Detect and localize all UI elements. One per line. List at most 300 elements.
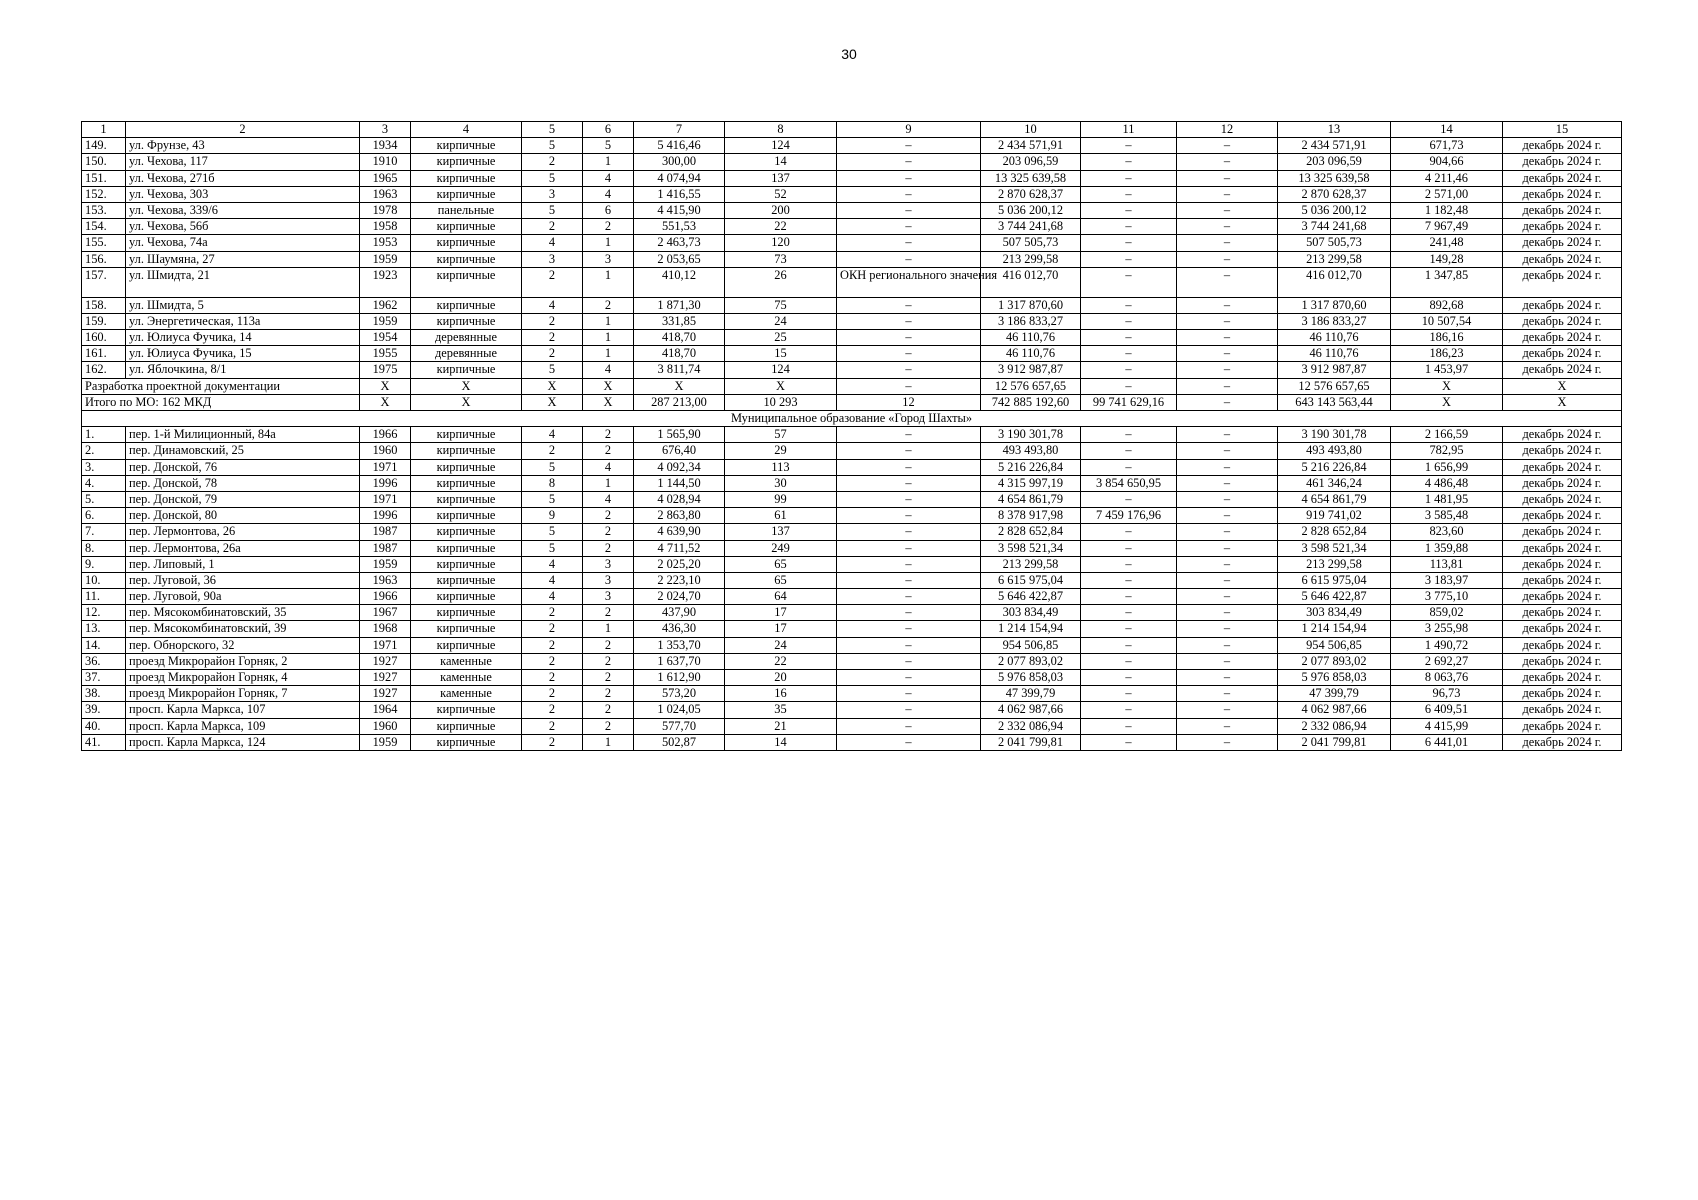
total-cost: 5 036 200,12: [981, 202, 1081, 218]
area: 577,70: [634, 718, 725, 734]
cost-col-13: 47 399,79: [1278, 686, 1391, 702]
row-index: 158.: [82, 297, 126, 313]
column-number-row: [82, 122, 1622, 138]
summary-cell: X: [1503, 378, 1622, 394]
unit-cost: 4 486,48: [1391, 475, 1503, 491]
cost-col-11: –: [1081, 589, 1177, 605]
row-index: 7.: [82, 524, 126, 540]
residents: 24: [725, 637, 837, 653]
column-number: 4: [411, 122, 522, 138]
wall-material: кирпичные: [411, 718, 522, 734]
column-number: 6: [583, 122, 634, 138]
total-cell: 99 741 629,16: [1081, 394, 1177, 410]
deadline: декабрь 2024 г.: [1503, 138, 1622, 154]
build-year: 1975: [360, 362, 411, 378]
cost-col-11: –: [1081, 686, 1177, 702]
wall-material: кирпичные: [411, 637, 522, 653]
cost-col-12: –: [1177, 524, 1278, 540]
area: 418,70: [634, 330, 725, 346]
cost-col-13: 2 077 893,02: [1278, 653, 1391, 669]
cost-col-12: –: [1177, 670, 1278, 686]
area: 4 639,90: [634, 524, 725, 540]
table-row: [82, 170, 1622, 186]
wall-material: кирпичные: [411, 524, 522, 540]
wall-material: кирпичные: [411, 427, 522, 443]
build-year: 1959: [360, 734, 411, 750]
address: пер. Лермонтова, 26: [126, 524, 360, 540]
total-cost: 493 493,80: [981, 443, 1081, 459]
address: ул. Чехова, 56б: [126, 219, 360, 235]
table-row: [82, 362, 1622, 378]
address: ул. Чехова, 74а: [126, 235, 360, 251]
heritage-status: –: [837, 297, 981, 313]
table-row: [82, 313, 1622, 329]
residents: 25: [725, 330, 837, 346]
summary-cell: 12 576 657,65: [1278, 378, 1391, 394]
wall-material: кирпичные: [411, 235, 522, 251]
build-year: 1959: [360, 251, 411, 267]
cost-col-13: 493 493,80: [1278, 443, 1391, 459]
table-row: [82, 637, 1622, 653]
address: ул. Энергетическая, 113а: [126, 313, 360, 329]
cost-col-12: –: [1177, 235, 1278, 251]
cost-col-13: 5 036 200,12: [1278, 202, 1391, 218]
floors: 2: [522, 653, 583, 669]
column-number: 10: [981, 122, 1081, 138]
cost-col-12: –: [1177, 605, 1278, 621]
area: 2 025,20: [634, 556, 725, 572]
deadline: декабрь 2024 г.: [1503, 170, 1622, 186]
floors: 2: [522, 330, 583, 346]
cost-col-12: –: [1177, 459, 1278, 475]
summary-cell: X: [1391, 378, 1503, 394]
heritage-status: –: [837, 346, 981, 362]
floors: 5: [522, 170, 583, 186]
heritage-status: –: [837, 702, 981, 718]
cost-col-13: 2 332 086,94: [1278, 718, 1391, 734]
address: пер. 1-й Милиционный, 84а: [126, 427, 360, 443]
cost-col-12: –: [1177, 637, 1278, 653]
deadline: декабрь 2024 г.: [1503, 702, 1622, 718]
address: ул. Фрунзе, 43: [126, 138, 360, 154]
cost-col-12: –: [1177, 170, 1278, 186]
unit-cost: 96,73: [1391, 686, 1503, 702]
residents: 26: [725, 267, 837, 297]
summary-cell: X: [522, 378, 583, 394]
entrances: 2: [583, 508, 634, 524]
floors: 2: [522, 734, 583, 750]
deadline: декабрь 2024 г.: [1503, 491, 1622, 507]
column-number: 12: [1177, 122, 1278, 138]
unit-cost: 671,73: [1391, 138, 1503, 154]
cost-col-11: –: [1081, 540, 1177, 556]
total-cost: 5 976 858,03: [981, 670, 1081, 686]
column-number: 14: [1391, 122, 1503, 138]
build-year: 1958: [360, 219, 411, 235]
table-row: [82, 572, 1622, 588]
total-cost: 2 077 893,02: [981, 653, 1081, 669]
unit-cost: 859,02: [1391, 605, 1503, 621]
cost-col-11: –: [1081, 572, 1177, 588]
cost-col-11: –: [1081, 235, 1177, 251]
unit-cost: 1 453,97: [1391, 362, 1503, 378]
wall-material: кирпичные: [411, 362, 522, 378]
summary-cell: X: [583, 378, 634, 394]
floors: 4: [522, 589, 583, 605]
cost-col-11: –: [1081, 313, 1177, 329]
build-year: 1964: [360, 702, 411, 718]
table-row: [82, 251, 1622, 267]
unit-cost: 4 415,99: [1391, 718, 1503, 734]
floors: 4: [522, 235, 583, 251]
build-year: 1960: [360, 718, 411, 734]
cost-col-12: –: [1177, 556, 1278, 572]
unit-cost: 2 166,59: [1391, 427, 1503, 443]
unit-cost: 3 775,10: [1391, 589, 1503, 605]
cost-col-12: –: [1177, 138, 1278, 154]
total-cost: 507 505,73: [981, 235, 1081, 251]
total-cost: 2 870 628,37: [981, 186, 1081, 202]
cost-col-12: –: [1177, 346, 1278, 362]
cost-col-11: –: [1081, 154, 1177, 170]
address: ул. Чехова, 303: [126, 186, 360, 202]
address: пер. Обнорского, 32: [126, 637, 360, 653]
residents: 22: [725, 219, 837, 235]
residents: 35: [725, 702, 837, 718]
residents: 124: [725, 138, 837, 154]
entrances: 1: [583, 621, 634, 637]
area: 410,12: [634, 267, 725, 297]
deadline: декабрь 2024 г.: [1503, 313, 1622, 329]
area: 437,90: [634, 605, 725, 621]
total-cell: X: [360, 394, 411, 410]
wall-material: кирпичные: [411, 589, 522, 605]
cost-col-13: 213 299,58: [1278, 556, 1391, 572]
unit-cost: 241,48: [1391, 235, 1503, 251]
row-index: 13.: [82, 621, 126, 637]
heritage-status: –: [837, 508, 981, 524]
cost-col-11: –: [1081, 202, 1177, 218]
cost-col-13: 1 317 870,60: [1278, 297, 1391, 313]
heritage-status: –: [837, 718, 981, 734]
unit-cost: 6 409,51: [1391, 702, 1503, 718]
address: ул. Яблочкина, 8/1: [126, 362, 360, 378]
heritage-status: –: [837, 202, 981, 218]
summary-cell: X: [634, 378, 725, 394]
row-index: 161.: [82, 346, 126, 362]
unit-cost: 3 183,97: [1391, 572, 1503, 588]
address: ул. Чехова, 117: [126, 154, 360, 170]
heritage-status: ОКН регионального значения: [837, 267, 981, 297]
total-cost: 13 325 639,58: [981, 170, 1081, 186]
heritage-status: –: [837, 653, 981, 669]
address: пер. Мясокомбинатовский, 39: [126, 621, 360, 637]
address: пер. Луговой, 90а: [126, 589, 360, 605]
row-index: 154.: [82, 219, 126, 235]
build-year: 1966: [360, 427, 411, 443]
cost-col-13: 919 741,02: [1278, 508, 1391, 524]
wall-material: панельные: [411, 202, 522, 218]
cost-col-11: –: [1081, 219, 1177, 235]
row-index: 155.: [82, 235, 126, 251]
area: 1 353,70: [634, 637, 725, 653]
heritage-status: –: [837, 186, 981, 202]
address: ул. Шмидта, 5: [126, 297, 360, 313]
address: ул. Юлиуса Фучика, 14: [126, 330, 360, 346]
row-index: 11.: [82, 589, 126, 605]
deadline: декабрь 2024 г.: [1503, 734, 1622, 750]
cost-col-13: 3 912 987,87: [1278, 362, 1391, 378]
summary-cell: –: [837, 378, 981, 394]
cost-col-13: 3 598 521,34: [1278, 540, 1391, 556]
total-label: Итого по МО: 162 МКД: [82, 394, 360, 410]
deadline: декабрь 2024 г.: [1503, 637, 1622, 653]
row-index: 8.: [82, 540, 126, 556]
residents: 52: [725, 186, 837, 202]
entrances: 2: [583, 540, 634, 556]
total-cost: 4 315 997,19: [981, 475, 1081, 491]
total-cost: 303 834,49: [981, 605, 1081, 621]
total-cost: 3 190 301,78: [981, 427, 1081, 443]
total-cost: 2 332 086,94: [981, 718, 1081, 734]
cost-col-13: 2 041 799,81: [1278, 734, 1391, 750]
floors: 4: [522, 297, 583, 313]
deadline: декабрь 2024 г.: [1503, 219, 1622, 235]
entrances: 2: [583, 605, 634, 621]
address: пер. Липовый, 1: [126, 556, 360, 572]
summary-cell: –: [1177, 378, 1278, 394]
table-row: [82, 475, 1622, 491]
heritage-status: –: [837, 540, 981, 556]
row-index: 9.: [82, 556, 126, 572]
cost-col-11: –: [1081, 718, 1177, 734]
heritage-status: –: [837, 170, 981, 186]
table-row: [82, 138, 1622, 154]
residents: 21: [725, 718, 837, 734]
cost-col-11: –: [1081, 556, 1177, 572]
row-index: 3.: [82, 459, 126, 475]
heritage-status: –: [837, 138, 981, 154]
cost-col-11: –: [1081, 330, 1177, 346]
address: проезд Микрорайон Горняк, 4: [126, 670, 360, 686]
residents: 17: [725, 621, 837, 637]
residents: 200: [725, 202, 837, 218]
entrances: 6: [583, 202, 634, 218]
cost-col-13: 5 976 858,03: [1278, 670, 1391, 686]
address: ул. Шмидта, 21: [126, 267, 360, 297]
build-year: 1967: [360, 605, 411, 621]
row-index: 160.: [82, 330, 126, 346]
total-cell: X: [583, 394, 634, 410]
total-cost: 3 598 521,34: [981, 540, 1081, 556]
unit-cost: 1 359,88: [1391, 540, 1503, 556]
summary-cell: 12 576 657,65: [981, 378, 1081, 394]
total-cost: 3 744 241,68: [981, 219, 1081, 235]
cost-col-11: –: [1081, 170, 1177, 186]
floors: 5: [522, 362, 583, 378]
cost-col-12: –: [1177, 267, 1278, 297]
entrances: 2: [583, 653, 634, 669]
deadline: декабрь 2024 г.: [1503, 605, 1622, 621]
heritage-status: –: [837, 686, 981, 702]
total-cost: 46 110,76: [981, 346, 1081, 362]
cost-col-12: –: [1177, 202, 1278, 218]
table-row: [82, 589, 1622, 605]
build-year: 1959: [360, 313, 411, 329]
total-cell: X: [522, 394, 583, 410]
deadline: декабрь 2024 г.: [1503, 589, 1622, 605]
unit-cost: 1 481,95: [1391, 491, 1503, 507]
cost-col-11: –: [1081, 734, 1177, 750]
wall-material: каменные: [411, 670, 522, 686]
wall-material: кирпичные: [411, 251, 522, 267]
table-row: [82, 202, 1622, 218]
build-year: 1960: [360, 443, 411, 459]
build-year: 1962: [360, 297, 411, 313]
address: пер. Лермонтова, 26а: [126, 540, 360, 556]
entrances: 2: [583, 670, 634, 686]
residents: 15: [725, 346, 837, 362]
cost-col-13: 3 744 241,68: [1278, 219, 1391, 235]
column-number: 13: [1278, 122, 1391, 138]
deadline: декабрь 2024 г.: [1503, 572, 1622, 588]
column-number: 2: [126, 122, 360, 138]
deadline: декабрь 2024 г.: [1503, 556, 1622, 572]
total-cost: 416 012,70: [981, 267, 1081, 297]
address: пер. Луговой, 36: [126, 572, 360, 588]
residents: 61: [725, 508, 837, 524]
table-row: [82, 297, 1622, 313]
floors: 5: [522, 491, 583, 507]
total-cost: 213 299,58: [981, 556, 1081, 572]
cost-col-12: –: [1177, 427, 1278, 443]
unit-cost: 1 347,85: [1391, 267, 1503, 297]
row-index: 12.: [82, 605, 126, 621]
table-row: [82, 186, 1622, 202]
residents: 24: [725, 313, 837, 329]
floors: 2: [522, 621, 583, 637]
area: 4 092,34: [634, 459, 725, 475]
address: ул. Чехова, 271б: [126, 170, 360, 186]
deadline: декабрь 2024 г.: [1503, 362, 1622, 378]
cost-col-13: 2 870 628,37: [1278, 186, 1391, 202]
deadline: декабрь 2024 г.: [1503, 427, 1622, 443]
deadline: декабрь 2024 г.: [1503, 686, 1622, 702]
unit-cost: 2 692,27: [1391, 653, 1503, 669]
cost-col-12: –: [1177, 686, 1278, 702]
table-row: [82, 621, 1622, 637]
cost-col-13: 461 346,24: [1278, 475, 1391, 491]
build-year: 1927: [360, 653, 411, 669]
cost-col-12: –: [1177, 475, 1278, 491]
summary-label: Разработка проектной документации: [82, 378, 360, 394]
table-row: [82, 670, 1622, 686]
entrances: 2: [583, 686, 634, 702]
floors: 2: [522, 313, 583, 329]
heritage-status: –: [837, 251, 981, 267]
floors: 2: [522, 686, 583, 702]
address: пер. Донской, 79: [126, 491, 360, 507]
table-row: [82, 443, 1622, 459]
total-cost: 5 646 422,87: [981, 589, 1081, 605]
unit-cost: 904,66: [1391, 154, 1503, 170]
unit-cost: 1 182,48: [1391, 202, 1503, 218]
unit-cost: 113,81: [1391, 556, 1503, 572]
cost-col-12: –: [1177, 572, 1278, 588]
table-row: [82, 540, 1622, 556]
area: 3 811,74: [634, 362, 725, 378]
entrances: 4: [583, 186, 634, 202]
cost-col-12: –: [1177, 330, 1278, 346]
address: проезд Микрорайон Горняк, 7: [126, 686, 360, 702]
area: 2 223,10: [634, 572, 725, 588]
table-row: [82, 154, 1622, 170]
address: проезд Микрорайон Горняк, 2: [126, 653, 360, 669]
row-index: 156.: [82, 251, 126, 267]
floors: 2: [522, 702, 583, 718]
total-cost: 1 214 154,94: [981, 621, 1081, 637]
area: 1 637,70: [634, 653, 725, 669]
row-index: 38.: [82, 686, 126, 702]
page-number: 30: [841, 46, 857, 62]
entrances: 1: [583, 313, 634, 329]
total-cost: 2 041 799,81: [981, 734, 1081, 750]
wall-material: кирпичные: [411, 138, 522, 154]
floors: 5: [522, 202, 583, 218]
total-cell: 287 213,00: [634, 394, 725, 410]
cost-col-12: –: [1177, 219, 1278, 235]
row-index: 6.: [82, 508, 126, 524]
table-row: [82, 605, 1622, 621]
total-cost: 5 216 226,84: [981, 459, 1081, 475]
column-number: 8: [725, 122, 837, 138]
heritage-status: –: [837, 605, 981, 621]
cost-col-12: –: [1177, 313, 1278, 329]
total-cost: 3 186 833,27: [981, 313, 1081, 329]
heritage-status: –: [837, 491, 981, 507]
wall-material: кирпичные: [411, 572, 522, 588]
unit-cost: 6 441,01: [1391, 734, 1503, 750]
floors: 3: [522, 186, 583, 202]
area: 1 144,50: [634, 475, 725, 491]
cost-col-11: –: [1081, 427, 1177, 443]
unit-cost: 149,28: [1391, 251, 1503, 267]
heritage-status: –: [837, 330, 981, 346]
entrances: 4: [583, 362, 634, 378]
build-year: 1927: [360, 670, 411, 686]
entrances: 3: [583, 556, 634, 572]
total-cell: X: [1503, 394, 1622, 410]
wall-material: кирпичные: [411, 219, 522, 235]
entrances: 3: [583, 589, 634, 605]
wall-material: каменные: [411, 653, 522, 669]
cost-col-11: –: [1081, 267, 1177, 297]
area: 331,85: [634, 313, 725, 329]
area: 676,40: [634, 443, 725, 459]
deadline: декабрь 2024 г.: [1503, 251, 1622, 267]
section-title: Муниципальное образование «Город Шахты»: [82, 411, 1622, 427]
heritage-status: –: [837, 734, 981, 750]
build-year: 1971: [360, 637, 411, 653]
build-year: 1987: [360, 524, 411, 540]
cost-col-13: 5 216 226,84: [1278, 459, 1391, 475]
build-year: 1959: [360, 556, 411, 572]
residents: 137: [725, 524, 837, 540]
cost-col-11: –: [1081, 346, 1177, 362]
entrances: 3: [583, 572, 634, 588]
deadline: декабрь 2024 г.: [1503, 235, 1622, 251]
wall-material: кирпичные: [411, 267, 522, 297]
